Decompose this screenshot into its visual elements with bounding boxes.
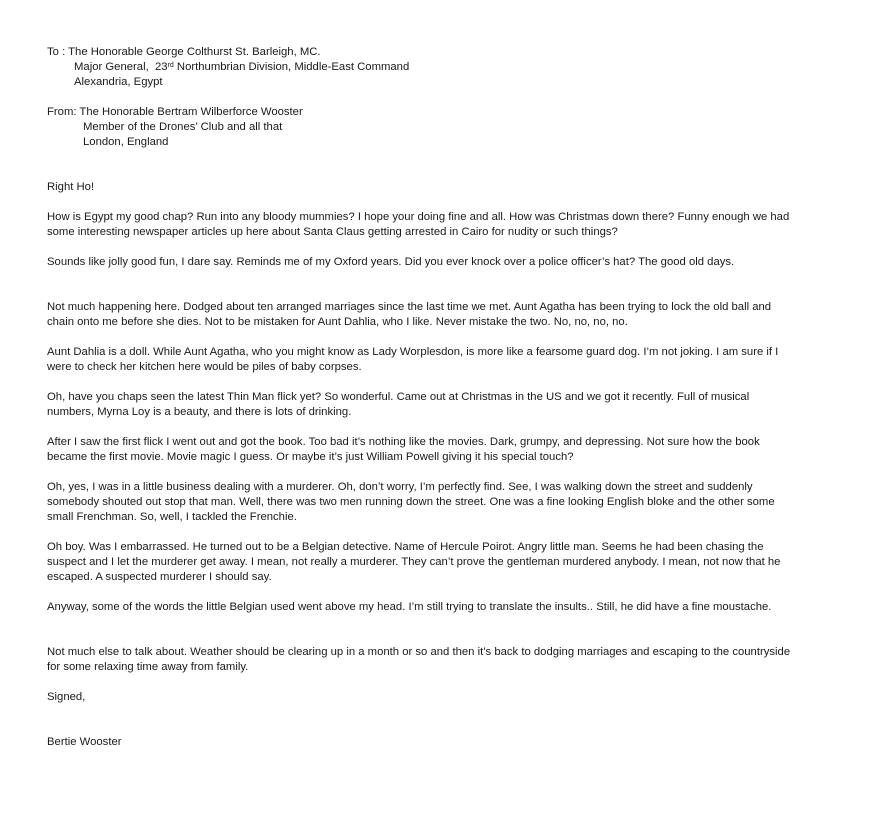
paragraph-oxford: Sounds like jolly good fun, I dare say. Reminds me of my Oxford years. Did you ever knock over a police officer’s hat? The good old days. [47, 256, 735, 268]
paragraph-marriages: Not much happening here. Dodged about ten arranged marriages since the last time we met. Aunt Agatha has been trying to lock the old ball and chain onto me before she dies. Not to be mistaken for Aunt Dahlia, who I like. Never mistake the two. No, no, no, no. [47, 301, 772, 328]
sender-location: London, England [83, 136, 169, 148]
paragraph-book: After I saw the first flick I went out and got the book. Too bad it’s nothing like the movies. Dark, grumpy, and depressing. Not sure how the book became the first movie. Movie magic I guess. Or maybe it’s just William Powell giving it his special touch? [47, 436, 760, 463]
rank-prefix: Major General, 23 [74, 61, 168, 73]
paragraph-aunts: Aunt Dahlia is a doll. While Aunt Agatha, who you might know as Lady Worplesdon, is more like a fearsome guard dog. I’m not joking. I am sure if I were to check her kitchen here would be piles of baby corpses. [47, 346, 779, 373]
paragraph-thin-man: Oh, have you chaps seen the latest Thin Man flick yet? So wonderful. Came out at Christmas in the US and we got it recently. Full of musical numbers, Myrna Loy is a beauty, and there is lots of drinking. [47, 391, 750, 418]
rank-suffix: Northumbrian Division, Middle-East Command [173, 61, 410, 73]
to-line: To : The Honorable George Colthurst St. Barleigh, MC. [47, 46, 321, 58]
paragraph-poirot: Oh boy. Was I embarrassed. He turned out to be a Belgian detective. Name of Hercule Poirot. Angry little man. Seems he had been chasing the suspect and I let the murderer get away. I mean, not really a murderer. They can’t prove the gentleman murdered anybody. I mean, not now that he escaped. A suspected murderer I should say. [47, 541, 781, 583]
from-line: From: The Honorable Bertram Wilberforce Wooster [47, 106, 303, 118]
recipient-location: Alexandria, Egypt [74, 76, 163, 88]
signature: Bertie Wooster [47, 736, 122, 748]
sender-membership: Member of the Drones’ Club and all that [83, 121, 283, 133]
recipient-rank [74, 60, 409, 75]
paragraph-murderer: Oh, yes, I was in a little business dealing with a murderer. Oh, don’t worry, I’m perfectly find. See, I was walking down the street and suddenly somebody shouted out stop that man. Well, there was two men running down the street. One was a fine looking English bloke and the other some small Frenchman. So, well, I tackled the Frenchie. [47, 481, 775, 523]
closing: Signed, [47, 691, 86, 703]
rank-superscript: rd [167, 62, 174, 69]
paragraph-weather: Not much else to talk about. Weather should be clearing up in a month or so and then it’s back to dodging marriages and escaping to the countryside for some relaxing time away from family. [47, 646, 791, 673]
paragraph-egypt: How is Egypt my good chap? Run into any bloody mummies? I hope your doing fine and all. How was Christmas down there? Funny enough we had some interesting newspaper articles up here about Santa Claus getting arrested in Cairo for nudity or such things? [47, 211, 790, 238]
greeting: Right Ho! [47, 181, 95, 193]
paragraph-insults: Anyway, some of the words the little Belgian used went above my head. I’m still trying to translate the insults.. Still, he did have a fine moustache. [47, 601, 772, 613]
